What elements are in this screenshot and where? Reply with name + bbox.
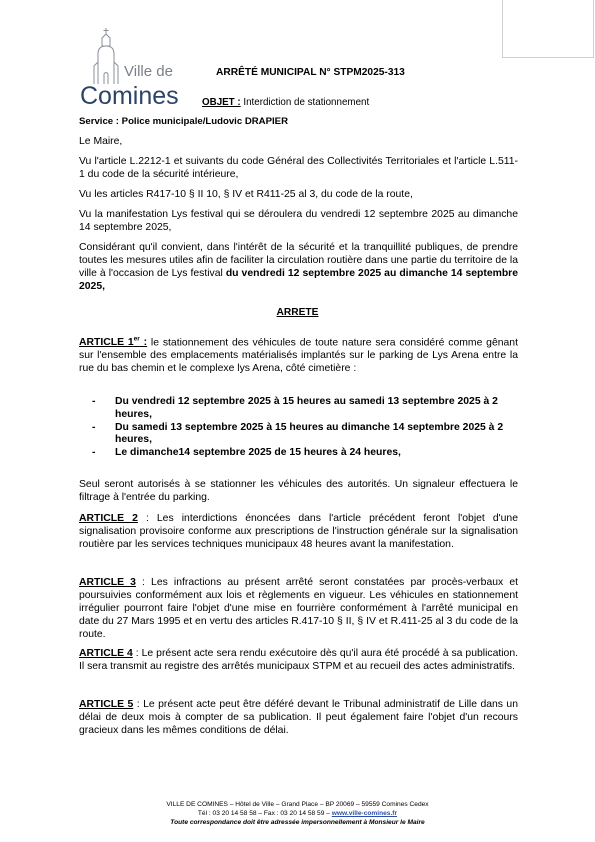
article-3-label: ARTICLE 3	[79, 577, 136, 588]
article-1-sup: er	[133, 336, 140, 343]
city-logo	[80, 26, 192, 108]
objet-line	[202, 97, 369, 108]
objet-label: OBJET :	[202, 97, 241, 108]
service-line: Service : Police municipale/Ludovic DRAPIER	[79, 116, 288, 127]
footer	[0, 800, 595, 827]
article-4-text: : Le présent acte sera rendu exécutoire dès qu'il aura été procédé à sa publication. Il sera transmit au registre des arrêtés municipaux STPM et au recueil des actes administratifs.	[79, 648, 518, 672]
article-2-label: ARTICLE 2	[79, 513, 138, 524]
article-1-periods	[92, 396, 517, 460]
article-1	[79, 333, 518, 375]
period-item: - Le dimanche14 septembre 2025 de 15 heures à 24 heures,	[92, 447, 401, 459]
arrete-heading: ARRETE	[276, 307, 319, 318]
article-3	[79, 576, 518, 641]
article-5-text: : Le présent acte peut être déféré devant le Tribunal administratif de Lille dans un délai de deux mois à compter de sa publication. Il peut également faire l'objet d'un recours gracieux dans les mêmes conditions de délai.	[79, 699, 518, 736]
article-5-label: ARTICLE 5	[79, 699, 134, 710]
period-item: - Du vendredi 12 septembre 2025 à 15 heures au samedi 13 septembre 2025 à 2 heures,	[92, 396, 498, 420]
church-icon	[80, 26, 192, 108]
article-4	[79, 647, 518, 673]
objet-text: Interdiction de stationnement	[240, 97, 370, 108]
article-1-after: Seul seront autorisés à se stationner les véhicules des autorités. Un signaleur effectuera le filtrage à l'entrée du parking.	[79, 479, 518, 503]
footer-address: VILLE DE COMINES – Hôtel de Ville – Grand Place – BP 20069 – 59559 Comines Cedex	[166, 801, 429, 808]
article-1-text: le stationnement des véhicules de toute nature sera considéré comme gênant sur l'ensemble des emplacements matérialisés implantés sur le parking de Lys Arena entre la rue du bas chemin et le complexe lys Arena, côté cimetière :	[79, 337, 518, 375]
vu-code-route: Vu les articles R417-10 § II 10, § IV et R411-25 al 3, du code de la route,	[79, 189, 413, 200]
maire-line: Le Maire,	[79, 136, 123, 147]
stamp-box	[502, 0, 594, 58]
footer-note: Toute correspondance doit être adressée impersonnellement à Monsieur le Maire	[170, 819, 425, 826]
logo-line2: Comines	[80, 82, 179, 108]
period-item: - Du samedi 13 septembre 2025 à 15 heures au dimanche 14 septembre 2025 à 2 heures,	[92, 421, 504, 446]
considerant-text: Considérant qu'il convient, dans l'intérêt de la sécurité et la tranquillité publiques, de prendre toutes les mesures utiles afin de faciliter la circulation routière dans une partie du territoire de la ville à l'occasion de Lys festival	[79, 242, 518, 279]
website-link[interactable]: www.ville-comines.fr	[331, 810, 398, 817]
considerant-dates: du vendredi 12 septembre 2025 au dimanche 14 septembre 2025,	[79, 268, 519, 292]
article-1-label: ARTICLE 1er :	[79, 336, 148, 349]
article-2	[79, 512, 518, 551]
logo-line1: Ville de	[124, 63, 173, 80]
article-3-text: : Les infractions au présent arrêté seront constatées par procès-verbaux et poursuivies conformément aux lois et règlements en vigueur. Les véhicules en stationnement irrégulier pourront faire l'objet d'une mise en fourrière conformément à l'arrêté municipal en date du 27 Mars 1995 et en vertu des articles R.417-10 § II, § IV et R.411-25 al 3 du code de la route.	[79, 577, 518, 640]
footer-contact: Tél : 03 20 14 58 58 – Fax : 03 20 14 58 59 – www.ville-comines.fr	[197, 810, 398, 817]
vu-cgct: Vu l'article L.2212-1 et suivants du code Général des Collectivités Territoriales et l'article L.511-1 du code de la sécurité intérieure,	[79, 156, 518, 180]
considerant	[79, 241, 518, 293]
vu-manifestation: Vu la manifestation Lys festival qui se déroulera du vendredi 12 septembre 2025 au dimanche 14 septembre 2025,	[79, 209, 518, 233]
article-4-label: ARTICLE 4	[79, 648, 133, 659]
article-5	[79, 698, 518, 737]
article-2-text: : Les interdictions énoncées dans l'article précédent feront l'objet d'une signalisation provisoire conforme aux prescriptions de l'instruction générale sur la signalisation routière par les services techniques municipaux 48 heures avant la manifestation.	[79, 513, 518, 550]
document-title: ARRÊTÉ MUNICIPAL N° STPM2025-313	[216, 67, 405, 78]
